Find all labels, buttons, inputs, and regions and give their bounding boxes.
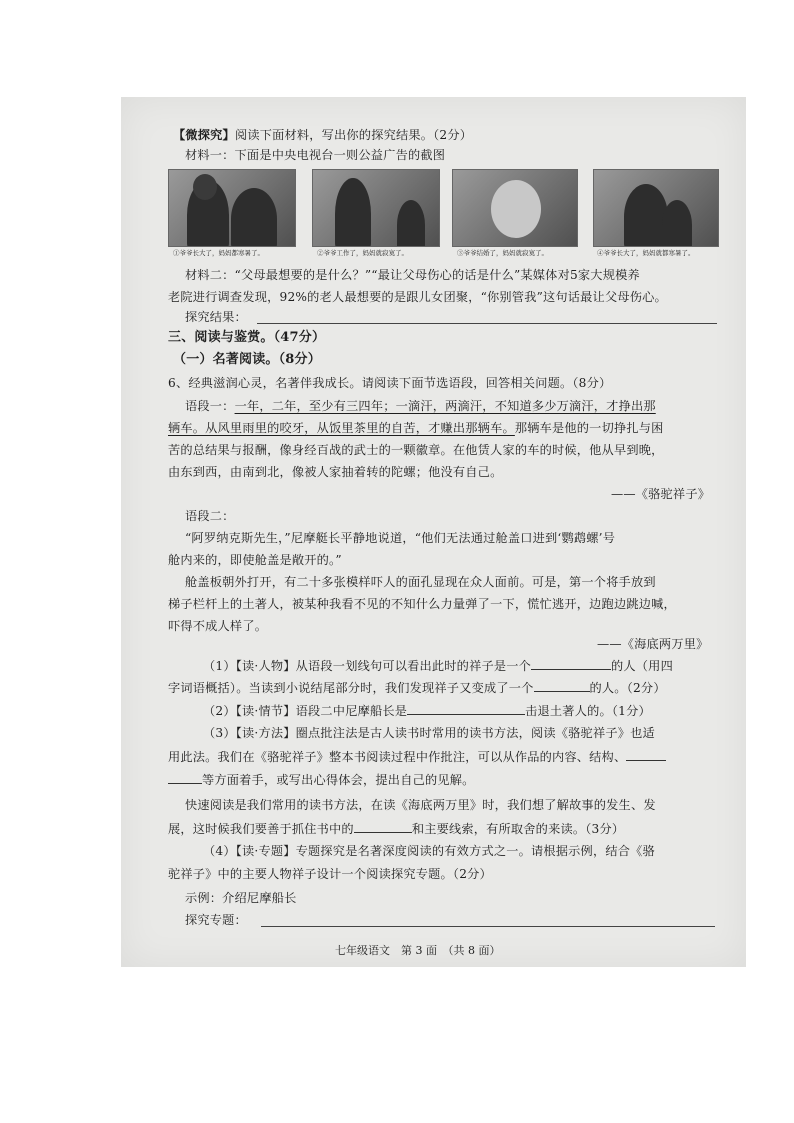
passage1-line3: 苦的总结果与报酬，像身经百战的武士的一颗徽章。在他赁人家的车的时候，他从早到晚，	[168, 443, 664, 457]
passage2-label: 语段二：	[185, 509, 235, 523]
q3-text-b: 用此法。我们在《骆驼祥子》整本书阅读过程中作批注，可以从作品的内容、结构、	[168, 750, 627, 764]
q3-text-f: 和主要线索，有所取舍的来读。（3分）	[411, 822, 625, 836]
passage2-line1: “阿罗纳克斯先生，”尼摩艇长平静地说道，“他们无法通过舱盖口进到‘鹦鹉螺’号	[185, 531, 616, 545]
passage2-source: ——《海底两万里》	[597, 637, 709, 651]
q3-line1: （3）【读·方法】圈点批注法是古人读书时常用的读书方法，阅读《骆驼祥子》也适	[203, 726, 655, 740]
q1-line2	[168, 679, 666, 696]
q4-line2: 驼祥子》中的主要人物祥子设计一个阅读探究专题。（2分）	[168, 867, 492, 881]
ad-screenshot-3	[452, 169, 578, 247]
passage1-line1	[185, 398, 656, 414]
q1-text-c: 字词语概括）。当读到小说结尾部分时，我们发现祥子又变成了一个	[168, 681, 534, 695]
q3-blank-2[interactable]	[168, 771, 202, 784]
passage2-line2: 舱内来的，即使舱盖是敞开的。”	[168, 553, 342, 567]
q1-text-a: （1）【读·人物】从语段一划线句可以看出此时的祥子是一个	[203, 659, 532, 673]
passage1-line2-rest: 那辆车是他的一切挣扎与困	[514, 421, 664, 435]
micro-research-instruction	[173, 127, 472, 143]
instruction-text: 阅读下面材料，写出你的探究结果。（2分）	[234, 128, 473, 142]
section3-heading: 三、阅读与鉴赏。（47分）	[168, 330, 326, 345]
question-6: 6、经典滋润心灵，名著伴我成长。请阅读下面节选语段，回答相关问题。（8分）	[168, 376, 612, 390]
topic-label: 探究专题：	[185, 913, 247, 927]
q2-line	[203, 702, 651, 719]
q3-line2	[168, 748, 666, 765]
passage2-line3: 舱盖板朝外打开，有二十多张模样吓人的面孔显现在众人面前。可是，第一个将手放到	[185, 575, 656, 589]
q2-text-a: （2）【读·情节】语段二中尼摩船长是	[203, 704, 408, 718]
photo-caption-4: ④爷爷长大了，妈妈就都寒暑了。	[597, 249, 695, 257]
q2-blank[interactable]	[407, 702, 525, 715]
q1-line1	[203, 657, 673, 674]
material2-line1: 材料二：“父母最想要的是什么？”“最让父母伤心的话是什么”某媒体对5家大规模养	[185, 268, 640, 282]
ad-screenshot-2	[312, 169, 440, 247]
passage1-line2	[168, 420, 664, 436]
exam-page	[121, 97, 746, 967]
q3-line3	[168, 771, 475, 788]
q1-blank-2[interactable]	[534, 679, 590, 692]
photo-caption-3: ③爷爷结婚了，妈妈就寂寞了。	[457, 249, 548, 257]
result-answer-line[interactable]	[257, 323, 717, 324]
q1-text-d: 的人。（2分）	[589, 681, 666, 695]
ad-screenshot-4	[593, 169, 719, 247]
passage1-label: 语段一：	[185, 399, 235, 413]
example-line: 示例：介绍尼摩船长	[185, 891, 297, 905]
q1-blank-1[interactable]	[531, 657, 611, 670]
passage1-source: ——《骆驼祥子》	[611, 487, 711, 501]
passage1-line4: 由东到西，由南到北，像被人家抽着转的陀螺；他没有自己。	[168, 465, 503, 479]
section-label: 【微探究】	[173, 128, 235, 142]
q2-text-b: 击退土著人的。（1分）	[525, 704, 651, 718]
underlined-sentence-a: 一年，二年，至少有三四年；一滴汗，两滴汗，不知道多少万滴汗，才挣出那	[234, 399, 656, 413]
material1-text: 材料一：下面是中央电视台一则公益广告的截图	[185, 148, 446, 162]
passage2-line4: 梯子栏杆上的土著人，被某种我看不见的不知什么力量弹了一下，慌忙逃开，边跑边跳边喊，	[168, 597, 676, 611]
q3-line5	[168, 820, 624, 837]
q4-line1: （4）【读·专题】专题探究是名著深度阅读的有效方式之一。请根据示例，结合《骆	[203, 844, 655, 858]
photo-caption-2: ②爷爷工作了，妈妈就寂寞了。	[317, 249, 408, 257]
q3-text-c: 等方面着手，或写出心得体会，提出自己的见解。	[202, 773, 475, 787]
subsection-heading: （一）名著阅读。（8分）	[173, 352, 321, 367]
underlined-sentence-b: 辆车。从风里雨里的咬牙，从饭里茶里的自苦，才赚出那辆车。	[168, 421, 515, 435]
photo-caption-1: ①爷爷长大了，妈妈都寒暑了。	[173, 249, 264, 257]
material2-line2: 老院进行调查发现，92%的老人最想要的是跟儿女团聚，“你别管我”这句话最让父母伤心。	[168, 290, 667, 304]
passage2-line5: 吓得不成人样了。	[168, 619, 268, 633]
q3-text-e: 展，这时候我们要善于抓住书中的	[168, 822, 354, 836]
q1-text-b: 的人（用四	[611, 659, 673, 673]
q3-blank-3[interactable]	[354, 820, 412, 833]
q3-line4: 快速阅读是我们常用的读书方法，在读《海底两万里》时，我们想了解故事的发生、发	[185, 798, 656, 812]
ad-screenshot-1	[168, 169, 296, 247]
page-footer: 七年级语文 第 3 面 （共 8 面）	[335, 944, 501, 957]
result-label: 探究结果：	[185, 310, 247, 324]
topic-answer-line[interactable]	[261, 926, 715, 927]
q3-blank-1[interactable]	[626, 748, 666, 761]
